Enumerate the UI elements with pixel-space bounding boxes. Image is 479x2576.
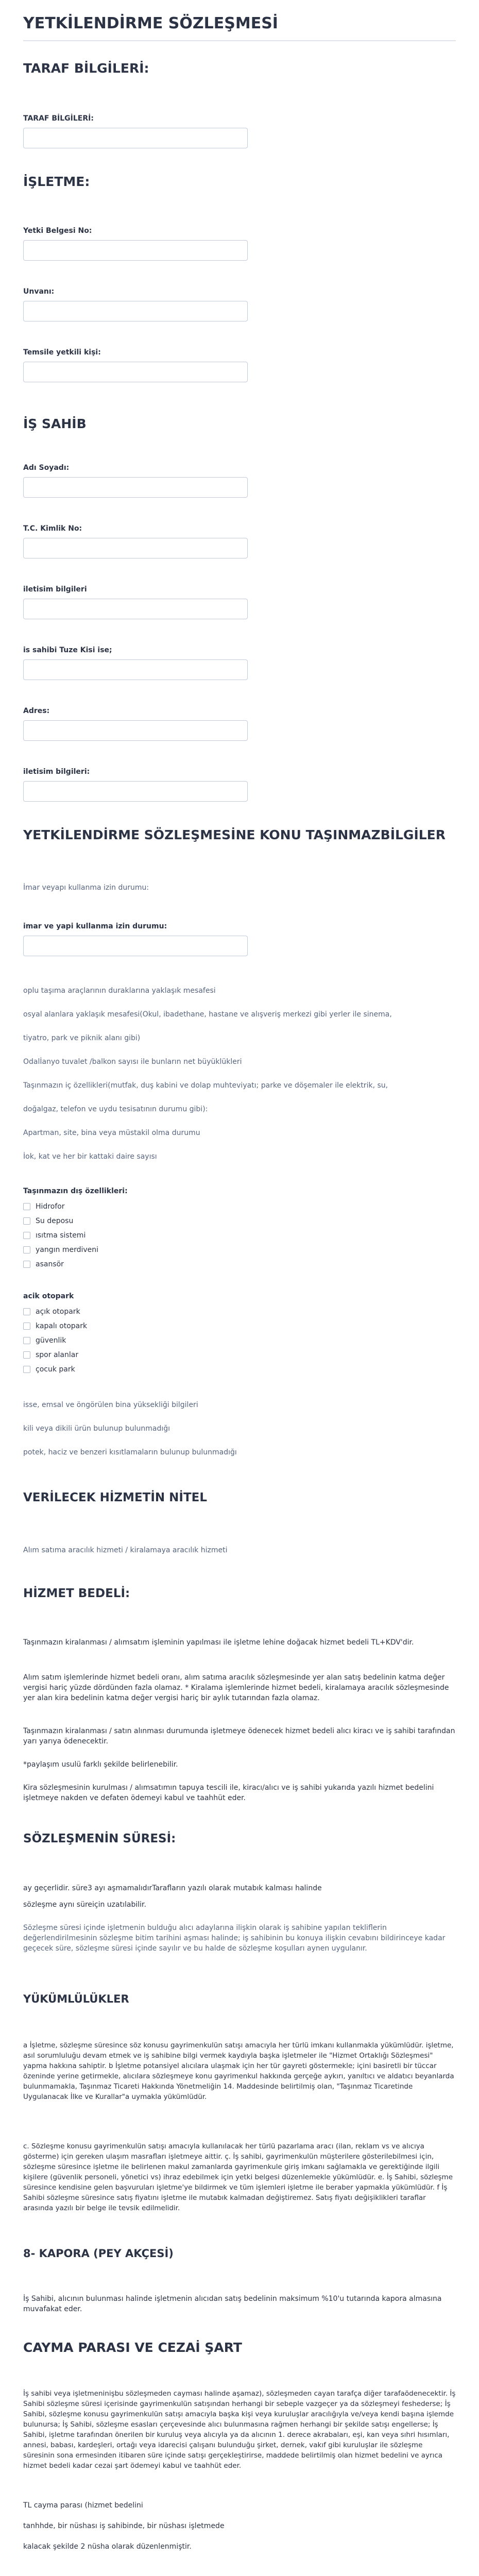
checkbox[interactable]: [23, 1217, 30, 1225]
otopark-option-acik[interactable]: açık otopark: [23, 1307, 80, 1317]
sure-text-1: ay geçerlidir. süre3 ayı aşmamalıdırTarafların yazılı olarak mutabık kalması halinde: [23, 1884, 322, 1892]
unvani-label: Unvanı:: [23, 287, 55, 296]
section-yukumlulukler-heading: YÜKÜMLÜLÜKLER: [23, 1993, 129, 2005]
yetki-belgesi-label: Yetki Belgesi No:: [23, 227, 92, 235]
yukumlulukler-text-1: a İşletme, sözleşme süresince söz konusu gayrimenkulün satışı amacıyla her türlü imkanı kullanmakla yükümlüdür. işletme, asıl sorumluluğu devam etmek ve iş sahibine bilgi vermek kaydıyla başka işletmeler ile "Hizmet Ortaklığı Sözleşmesi" yapma hakkına sahiptir. b İşletme potansiyel alıcılara ulaşmak için her tür gayreti göstermekle; içini basiretli bir tüccar özeninde yerine getirmekle, alıcılara sözleşmeye konu gayrimenkul hakkında gerçeğe aykırı, yanıltıcı ve aldatıcı beyanlarda bulunmamakla, Taşınmaz Ticareti Hakkında Yönetmeliğin 14. Maddesinde belirtilmiş olan, "Taşınmaz Ticaretinde Uygulanacak İlke ve Kurallar"a uymakla yükümlüdür.: [23, 2041, 454, 2101]
checkbox[interactable]: [23, 1366, 30, 1373]
title-divider: [23, 40, 456, 41]
dis-option-yangin[interactable]: yangın merdiveni: [23, 1245, 98, 1255]
section-sure-heading: SÖZLEŞMENİN SÜRESİ:: [23, 1832, 176, 1845]
hizmet-bedeli-text-5: Kira sözleşmesinin kurulması / alımsatımın tapuya tescili ile, kiracı/alıcı ve iş sahibi yukarıda yazılı hizmet bedelini işletmeye nakden ve defaten ödemeyi kabul ve taahhüt eder.: [23, 1784, 434, 1802]
adres-input[interactable]: [23, 720, 248, 741]
cayma-text-4: kalacak şekilde 2 nüsha olarak düzenlenmiştir.: [23, 2543, 192, 2551]
tasinmaz-text-2b: tiyatro, park ve piknik alanı gibi): [23, 1034, 141, 1042]
iletisim-bilgileri-label: iletisim bilgileri: [23, 585, 87, 594]
section-kapora-heading: 8- KAPORA (PEY AKÇESİ): [23, 2247, 174, 2260]
checkbox[interactable]: [23, 1246, 30, 1253]
checkbox[interactable]: [23, 1337, 30, 1344]
tc-kimlik-input[interactable]: [23, 538, 248, 558]
dis-option-asansor[interactable]: asansör: [23, 1259, 64, 1269]
otopark-option-kapali[interactable]: kapalı otopark: [23, 1321, 87, 1331]
section-hizmet-bedeli-heading: HİZMET BEDELİ:: [23, 1587, 130, 1600]
checkbox[interactable]: [23, 1323, 30, 1330]
otopark-option-spor[interactable]: spor alanlar: [23, 1350, 78, 1360]
cayma-text-1: İş sahibi veya işletmeninişbu sözleşmeden cayması halinde aşamaz), sözleşmeden cayan tarafça diğer tarafaödenecektir. İş Sahibi sözleşme süresi içerisinde gayrimenkulün satışından herhangi bir sebeple vazgeçer ya da sözleşmeyi feshederse; İş Sahibi, sözleşme konusu gayrimenkulün satışı amacıyla başka kişi veya kuruluşlar aracılığıyla ve/veya kendi başına işlemde bulunursa; İş Sahibi, sözleşme esasları çerçevesinde alıcı bulunmasına rağmen herhangi bir şekilde satışı engellerse; İş Sahibi, işletme tarafından önerilen bir kuruluş veya alıcıyla ya da alıcının 1. derece akrabaları, eşi, kan veya sıhri hısımları, annesi, babası, kardeşleri, ortağı veya idarecisi çalışanı bulunduğu şirket, dernek, vakıf gibi kuruluşlar ile sözleşme süresinin sona ermesinden itibaren süre içinde satışı gerçekleştirirse, maddede belirtilmiş olan hizmet bedelini ve ayrıca hizmet bedeli kadar cezai şart ödemeyi kabul ve taahhüt eder.: [23, 2389, 456, 2470]
adi-soyadi-label: Adı Soyadı:: [23, 464, 70, 472]
imar-yapi-label: imar ve yapi kullanma izin durumu:: [23, 922, 167, 930]
sure-text-1b: sözleşme aynı süreiçin uzatılabilir.: [23, 1901, 146, 1909]
dis-option-isitma[interactable]: ısıtma sistemi: [23, 1230, 85, 1241]
section-taraf-heading: TARAF BİLGİLERİ:: [23, 61, 149, 76]
taraf-bilgileri-input[interactable]: [23, 128, 248, 148]
imar-durumu-text: İmar veyapı kullanma izin durumu:: [23, 884, 149, 892]
section-tasinmaz-heading: YETKİLENDİRME SÖZLEŞMESİNE KONU TAŞINMAZBİLGİLER: [23, 827, 446, 842]
section-isletme-heading: İŞLETME:: [23, 174, 90, 189]
hizmet-nitel-text: Alım satıma aracılık hizmeti / kiralamaya aracılık hizmeti: [23, 1546, 228, 1554]
hizmet-bedeli-text-2: Alım satım işlemlerinde hizmet bedeli oranı, alım satıma aracılık sözleşmesinde yer alan satış bedelinin katma değer vergisi hariç yüzde dördünden fazla olamaz. * Kiralama işlemlerinde hizmet bedeli, kiralamaya aracılık sözleşmesinde yer alan kira bedelinin katma değer vergisi hariç bir aylık tutarından fazla olamaz.: [23, 1673, 449, 1702]
adi-soyadi-input[interactable]: [23, 477, 248, 498]
hizmet-bedeli-text-1: Taşınmazın kiralanması / alımsatım işleminin yapılması ile işletme lehine doğacak hizmet bedeli TL+KDV'dir.: [23, 1638, 414, 1647]
checkbox[interactable]: [23, 1261, 30, 1268]
checkbox[interactable]: [23, 1232, 30, 1239]
checkbox[interactable]: [23, 1308, 30, 1315]
is-sahibi-tuzel-input[interactable]: [23, 659, 248, 680]
yukumlulukler-text-2: c. Sözleşme konusu gayrimenkulün satışı amacıyla kullanılacak her türlü pazarlama aracı (ilan, reklam vs ve alıcıya gösterme) için gereken ulaşım masrafları işletmeye aittir. ç. İş sahibi, gayrimenkulün müşterilere gösterilebilmesi için, sözleşme süresince işletme ile belirlenen makul zamanlarda gayrimenkule giriş imkanı sağlamakla ve gerektiğinde ilgili kişilere (güvenlik personeli, yönetici vs) ihraz edebilmek için yetki belgesi düzenlemekle yükümlüdür. e. İş Sahibi, sözleşme süresince kendisine gelen başvuruları işletme'ye bildirmek ve tüm işlemleri işletme ile beraber yapmakla yükümlüdür. f İş Sahibi sözleşme süresince satış fiyatını işletme ile mutabık kalmadan değiştiremez. Satış fiyatı değişiklikleri taraflar arasında yazılı bir belge ile tevsik edilmelidir.: [23, 2142, 453, 2212]
is-sahibi-tuzel-label: is sahibi Tuze Kisi ise;: [23, 646, 112, 654]
imar-yapi-input[interactable]: [23, 936, 248, 956]
tasinmaz-text-10: potek, haciz ve benzeri kısıtlamaların bulunup bulunmadığı: [23, 1448, 237, 1456]
taraf-bilgileri-label: TARAF BİLGİLERİ:: [23, 114, 94, 123]
cayma-text-2: TL cayma parası (hizmet bedelini: [23, 2501, 143, 2510]
tasinmaz-text-9: kili veya dikili ürün bulunup bulunmadığı: [23, 1425, 170, 1433]
tasinmaz-text-3: Odalİanyo tuvalet /balkon sayısı ile bunların net büyüklükleri: [23, 1058, 242, 1066]
section-cayma-heading: CAYMA PARASI VE CEZAİ ŞART: [23, 2340, 242, 2355]
dis-ozellikleri-label: Taşınmazın dış özellikleri:: [23, 1187, 128, 1195]
hizmet-bedeli-text-4: *paylaşım usulü farklı şekilde belirlenebilir.: [23, 1760, 178, 1769]
sure-text-2: Sözleşme süresi içinde işletmenin bulduğu alıcı adaylarına ilişkin olarak iş sahibine yapılan tekliflerin değerlendirilmesinin sözleşme bitim tarihini aşması halinde; iş sahibinin bu konuya ilişkin cevabını bildirinceye kadar geçecek süre, sözleşme süresi içinde sayılır ve bu halde de sözleşme koşulları aynen uygulanır.: [23, 1924, 446, 1953]
page-title: YETKİLENDİRME SÖZLEŞMESİ: [23, 14, 278, 32]
yetki-belgesi-input[interactable]: [23, 240, 248, 261]
kapora-text: İş Sahibi, alıcının bulunması halinde işletmenin alıcıdan satış bedelinin maksimum %10'u tutarında kapora almasına muvafakat eder.: [23, 2295, 442, 2313]
dis-option-hidrofor[interactable]: Hidrofor: [23, 1201, 65, 1212]
tasinmaz-text-7: İok, kat ve her bir kattaki daire sayısı: [23, 1153, 157, 1161]
iletisim-bilgileri-2-input[interactable]: [23, 781, 248, 802]
acik-otopark-label: acik otopark: [23, 1292, 74, 1300]
section-hizmet-nitel-heading: VERİLECEK HİZMETİN NİTEL: [23, 1491, 208, 1504]
section-is-sahibi-heading: İŞ SAHİB: [23, 416, 87, 431]
hizmet-bedeli-text-3: Taşınmazın kiralanması / satın alınması durumunda işletmeye ödenecek hizmet bedeli alıcı kiracı ve iş sahibi tarafından yarı yarıya ödenecektir.: [23, 1727, 455, 1745]
adres-label: Adres:: [23, 707, 50, 715]
temsile-yetkili-input[interactable]: [23, 362, 248, 382]
tc-kimlik-label: T.C. Kimlik No:: [23, 524, 82, 533]
tasinmaz-text-4: Taşınmazın iç özellikleri(mutfak, duş kabini ve dolap muhteviyatı; parke ve döşemaler ile elektrik, su,: [23, 1081, 388, 1090]
tasinmaz-text-5: doğalgaz, telefon ve uydu tesisatının durumu gibi):: [23, 1105, 208, 1113]
otopark-option-guvenlik[interactable]: güvenlik: [23, 1335, 66, 1346]
iletisim-bilgileri-input[interactable]: [23, 599, 248, 619]
tasinmaz-text-8: isse, emsal ve öngörülen bina yüksekliği bilgileri: [23, 1401, 198, 1409]
tasinmaz-text-1: oplu taşıma araçlarının duraklarına yaklaşık mesafesi: [23, 987, 216, 995]
unvani-input[interactable]: [23, 301, 248, 321]
otopark-option-cocuk[interactable]: çocuk park: [23, 1364, 75, 1375]
tasinmaz-text-2: osyal alanlara yaklaşık mesafesi(Okul, ibadethane, hastane ve alışveriş merkezi gibi yerler ile sinema,: [23, 1010, 392, 1019]
temsile-yetkili-label: Temsile yetkili kişi:: [23, 348, 101, 357]
dis-option-su-deposu[interactable]: Su deposu: [23, 1216, 73, 1226]
cayma-text-3: tanhhde, bir nüshası iş sahibinde, bir nüshası işletmede: [23, 2522, 225, 2530]
checkbox[interactable]: [23, 1203, 30, 1210]
checkbox[interactable]: [23, 1351, 30, 1359]
iletisim-bilgileri-2-label: iletisim bilgileri:: [23, 768, 90, 776]
tasinmaz-text-6: Apartman, site, bina veya müstakil olma durumu: [23, 1129, 200, 1137]
